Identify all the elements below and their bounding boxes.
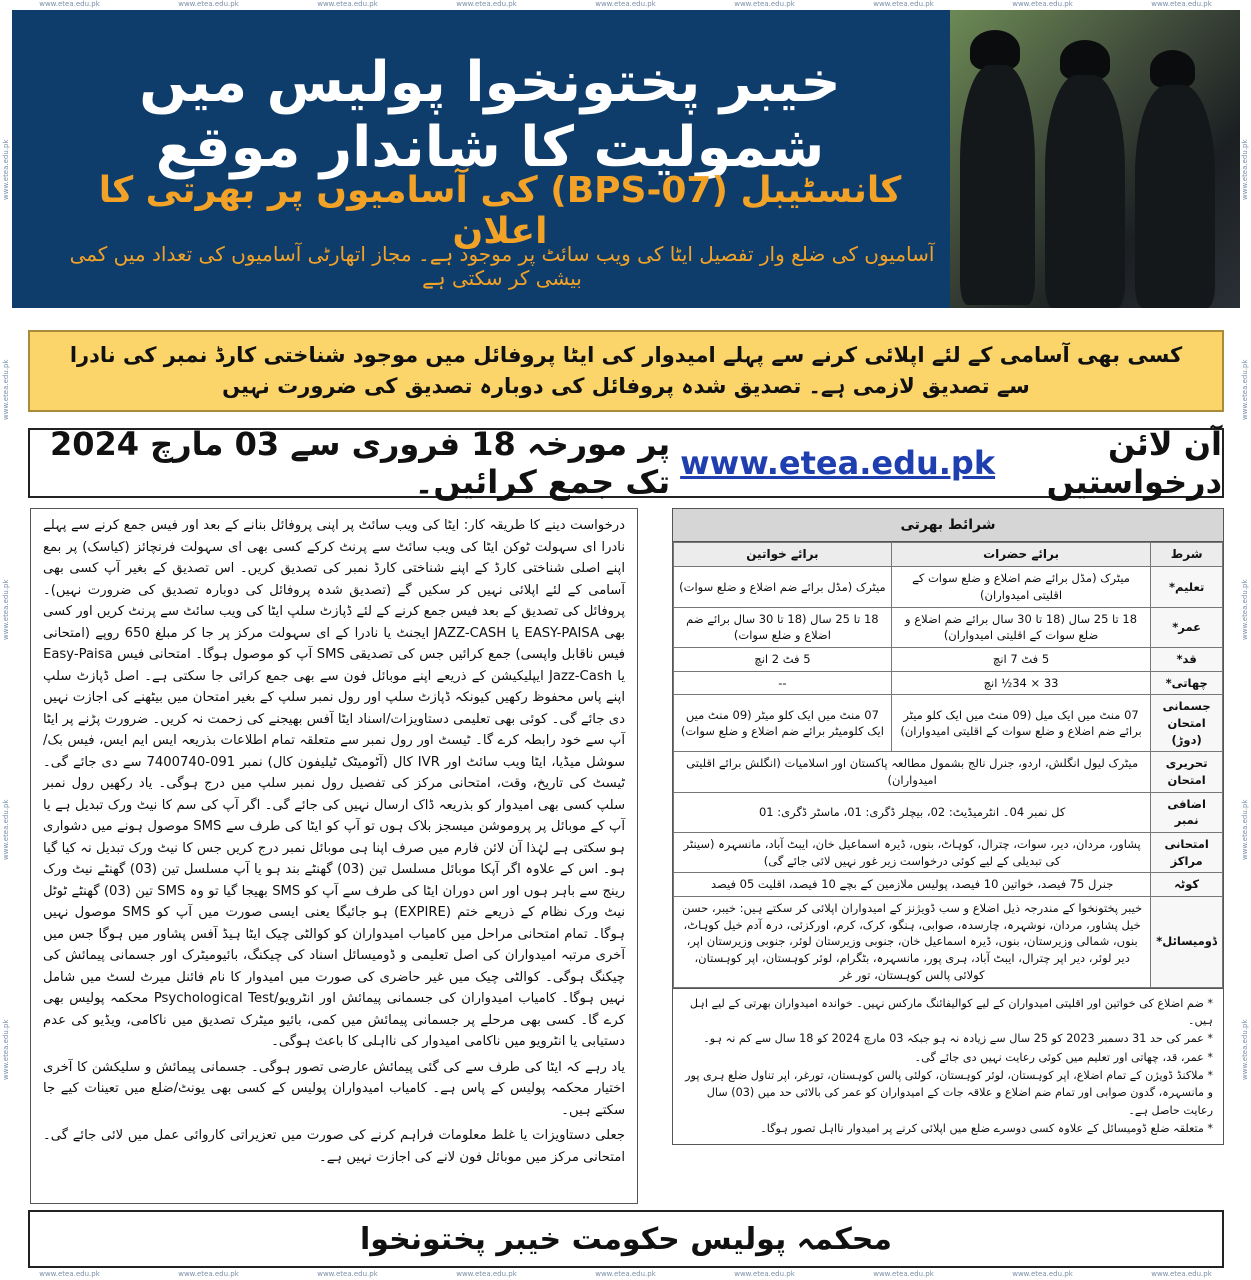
procedure-paragraph-3: جعلی دستاویزات یا غلط معلومات فراہم کرنے کی صورت میں تعزیراتی کاروائی عمل میں لائی جائے گی۔ امتحانی مرکز میں موبائل فون لانے کی اجازت نہیں ہے۔ <box>43 1128 625 1165</box>
table-row <box>674 833 1223 873</box>
note-item: * عمر، قد، چھاتی اور تعلیم میں کوئی رعایت نہیں دی جائے گی۔ <box>914 1050 1213 1064</box>
row-label: عمر* <box>1151 607 1223 647</box>
row-label: کوٹہ <box>1151 873 1223 897</box>
right-watermark-strip: www.etea.edu.pk www.etea.edu.pk www.etea.edu.pk www.etea.edu.pk www.etea.edu.pk <box>1241 139 1249 1080</box>
criteria-notes <box>673 988 1223 1145</box>
header-banner <box>12 10 1240 308</box>
row-value: کل نمبر 04۔ انٹرمیڈیٹ: 02، بیچلر ڈگری: 01، ماسٹر ڈگری: 01 <box>674 792 1151 832</box>
row-value: میٹرک لیول انگلش، اردو، جنرل نالج بشمول مطالعہ پاکستان اور اسلامیات (انگلش برائے اقلیتی امیدواران) <box>674 752 1151 792</box>
row-men: 18 تا 25 سال (18 تا 30 سال برائے ضم اضلاع و ضلع سوات کے اقلیتی امیدواران) <box>891 607 1151 647</box>
procedure-paragraph-1: درخواست دینے کا طریقہ کار: ایٹا کی ویب سائٹ پر اپنی پروفائل بنانے کے بعد اور فیس جمع کرنے سے پہلے نادرا ای سہولت ٹوکن ایٹا کی ویب سائٹ سے پرنٹ کرکے کسی بھی ای سہولت فرنچائز (کیاسک) پر بمع اپنے اصلی شناختی کارڈ کے اپنے شناختی کارڈ نمبر کی تصدیق کریں۔ اس تصدیق کے بغیر آپ کسی بھی آسامی کے لئے اپلائی نہیں کر سکیں گے (تصدیق شدہ پروفائل کی دوبارہ تصدیق کی ضرورت نہیں)۔ پروفائل کی تصدیق کے بعد فیس جمع کرنے کے لئے ڈپازٹ سلپ ایٹا کی ویب سائٹ سے پرنٹ کریں اور کسی بھی EASY-PAISA یا JAZZ-CASH ایجنٹ یا نادرا کے ای سہولت مرکز پر جا کر مبلغ 650 روپے (امتحانی فیس ناقابل واپسی) جمع کرائیں جس کی تصدیقی SMS آپ کو موصول ہوگا۔ امتحانی فیس Easy-Paisa یا Jazz-Cash ایپلیکیشن کے ذریعے اپنے موبائل فون سے بھی جمع کرائی جا سکتی ہے۔ اصل ڈپازٹ سلپ اپنے پاس محفوظ رکھیں کیونکہ ڈپازٹ سلپ اور رول نمبر سلپ کے بغیر امتحان میں بیٹھنے کی اجازت نہیں دی جائے گی۔ کوئی بھی تعلیمی دستاویزات/اسناد ایٹا آفس بھیجنے کی زحمت نہ کریں۔ ضرورت پڑنے پر ایٹا آپ سے خود رابطہ کرے گا۔ ٹیسٹ اور رول نمبر سے متعلقہ تمام اطلاعات بذریعہ ایس ایم ایس، فیس بک/سوشل میڈیا، ایٹا ویب سائٹ اور IVR کال (آٹومیٹک ٹیلیفون کال) نمبر 091-7400740 سے دی جائے گی۔ ٹیسٹ کی تاریخ، وقت، امتحانی مرکز کی تفصیل رول نمبر سلپ میں درج ہوگی۔ یاد رکھیں رول نمبر سلپ کسی بھی امیدوار کو بذریعہ ڈاک ارسال نہیں کی جائے گی۔ اگر آپ کی سم کا نیٹ ورک تبدیل ہے یا آپ کے موبائل پر پروموشن میسجز بلاک ہوں تو آپ کو ایٹا کی طرف سے SMS موصول ہونے میں دشواری ہو سکتی ہے لہٰذا آن لائن فارم میں صرف اپنا ہی موبائل نمبر درج کریں جس کا نیٹ ورک تبدیل نہ کیا گیا ہو۔ اس کے علاوہ اگر آپکا موبائل مسلسل تین (03) گھنٹے بند ہو یا آپ مسلسل تین (03) گھنٹے نیٹ ورک رینج سے باہر ہوں اور اس دوران ایٹا کی طرف سے آپ کو SMS بھیجا گیا تو وہ SMS تین (03) گھنٹے ٹوٹل نیٹ ورک نظام کے ذریعے ختم (EXPIRE) ہو جائیگا یعنی ایسی صورت میں آپ کو SMS موصول نہیں ہوگا۔ تمام امتحانی مراحل میں کامیاب امیدواران کو کوالٹی چیک ایٹا ہیڈ آفس پشاور میں ہوگا جس میں آخری مرتبہ امیدواران کی اصل تعلیمی و ڈومیسائل اسناد کی چیکنگ، بائیومیٹرک اور جسمانی پیمائش کی چیکنگ ہوگی۔ کوالٹی چیک میں غیر حاضری کی صورت میں امیدوار کا نام فائنل میرٹ لسٹ میں شامل نہیں ہوگا۔ کامیاب امیدواران کی جسمانی پیمائش اور انٹرویو/Psychological Test محکمہ پولیس بھی کرے گا۔ کسی بھی مرحلے پر جسمانی پیمائش میں کمی، بائیو میٹرک تصدیق میں ناکامی، ویڈیو کی عدم دستیابی یا انٹرویو میں ناکامی امیدوار کی نااہلی کا باعث ہوگی۔ <box>43 518 626 1050</box>
table-row <box>674 671 1223 695</box>
page-subtitle: کانسٹیبل (BPS-07) کی آسامیوں پر بھرتی کا اعلان <box>98 170 902 252</box>
police-photo <box>950 10 1240 308</box>
row-women: 07 منٹ میں ایک کلو میٹر (09 منٹ میں ایک کلومیٹر برائے ضم اضلاع و ضلع سوات) <box>674 695 892 752</box>
row-women: 5 فٹ 2 انچ <box>674 648 892 672</box>
table-row <box>674 873 1223 897</box>
application-procedure <box>30 508 638 1204</box>
note-item: * عمر کی حد 31 دسمبر 2023 کو 25 سال سے زیادہ نہ ہو جبکہ 03 مارچ 2024 کو 18 سال سے کم نہ ہو۔ <box>703 1032 1213 1046</box>
row-label: قد* <box>1151 648 1223 672</box>
table-row <box>674 752 1223 792</box>
row-label: ڈومیسائل* <box>1151 897 1223 987</box>
row-men: 07 منٹ میں ایک میل (09 منٹ میں ایک کلو میٹر برائے ضم اضلاع و ضلع سوات کے اقلیتی امیدواران) <box>891 695 1151 752</box>
row-value: خیبر پختونخوا کے مندرجہ ذیل اضلاع و سب ڈویژنز کے امیدواران اپلائی کر سکتے ہیں: خیبر، حسن خیل پشاور، مردان، نوشہرہ، چارسدہ، صوابی، ہنگو، کرک، کرم، اورکزئی، درہ آدم خیل کوہاٹ، بنوں، شمالی وزیرستان، بنوں، ڈیرہ اسماعیل خان، جنوبی وزیرستان لوئر، جنوبی وزیرستان اپر، دیر لوئر، دیر اپر چترال، ایبٹ آباد، ہری پور، مانسہرہ، بٹگرام، لوئر کوہستان، اپر کوہستان، کولائی پالس کوہستان، تور غر <box>674 897 1151 987</box>
table-row <box>674 607 1223 647</box>
row-men: 33 × 34½ انچ <box>891 671 1151 695</box>
header-condition: شرط <box>1151 543 1223 567</box>
page-title: خیبر پختونخوا پولیس میں شمولیت کا شاندار موقع <box>139 50 841 180</box>
note-item: * متعلقہ ضلع ڈومیسائل کے علاوہ کسی دوسرے ضلع میں اپلائی کرنے پر امیدوار نااہل تصور ہوگا۔ <box>760 1122 1213 1136</box>
table-row <box>674 792 1223 832</box>
footer-department: محکمہ پولیس حکومت خیبر پختونخوا <box>28 1210 1224 1268</box>
row-value: جنرل 75 فیصد، خواتین 10 فیصد، پولیس ملازمین کے بچے 10 فیصد، اقلیت 05 فیصد <box>674 873 1151 897</box>
header-men: برائے حضرات <box>891 543 1151 567</box>
online-text-before: آن لائن درخواستیں <box>1046 425 1222 501</box>
table-row <box>674 648 1223 672</box>
bottom-watermark-strip: www.etea.edu.pk www.etea.edu.pk www.etea.edu.pk www.etea.edu.pk www.etea.edu.pk www.etea.edu.pk www.etea.edu.pk www.etea.edu.pk www.etea.edu.pk <box>39 1270 1212 1278</box>
criteria-title: شرائط بھرتی <box>673 509 1223 542</box>
online-text-after: پر مورخہ 18 فروری سے 03 مارچ 2024 تک جمع کرائیں۔ <box>49 425 671 501</box>
online-application-banner <box>28 425 1224 501</box>
left-watermark-strip: www.etea.edu.pk www.etea.edu.pk www.etea.edu.pk www.etea.edu.pk www.etea.edu.pk <box>2 139 10 1080</box>
row-men: میٹرک (مڈل برائے ضم اضلاع و ضلع سوات کے اقلیتی امیدواران) <box>891 567 1151 607</box>
criteria-table <box>673 542 1223 988</box>
note-item: * ضم اضلاع کی خواتین اور اقلیتی امیدواران کے لیے کوالیفائنگ مارکس نہیں۔ خواندہ امیدواران بھرتی کے لیے اہل ہیں۔ <box>689 996 1213 1027</box>
recruitment-criteria <box>672 508 1224 1145</box>
etea-website-link[interactable]: www.etea.edu.pk <box>680 444 996 482</box>
note-item: * ملاکنڈ ڈویژن کے تمام اضلاع، اپر کوہستان، لوئر کوہستان، کولئی پالس کوہستان، تورغر، اپر تناول ضلع ہری پور و مانسہرہ، گدون صوابی اور تمام ضم اضلاع و علاقہ جات کے امیدواران کو عمر کی بالائی حد میں (03) سال رعایت حاصل ہے۔ <box>685 1068 1213 1117</box>
criteria-header-row <box>674 543 1223 567</box>
row-women: میٹرک (مڈل برائے ضم اضلاع و ضلع سوات) <box>674 567 892 607</box>
table-row <box>674 897 1223 987</box>
top-watermark-strip: www.etea.edu.pk www.etea.edu.pk www.etea.edu.pk www.etea.edu.pk www.etea.edu.pk www.etea.edu.pk www.etea.edu.pk www.etea.edu.pk www.etea.edu.pk <box>39 0 1212 8</box>
row-label: تعلیم* <box>1151 567 1223 607</box>
row-men: 5 فٹ 7 انچ <box>891 648 1151 672</box>
table-row <box>674 567 1223 607</box>
verification-notice: کسی بھی آسامی کے لئے اپلائی کرنے سے پہلے امیدوار کی ایٹا پروفائل میں موجود شناختی کارڈ نمبر کی نادرا سے تصدیق لازمی ہے۔ تصدیق شدہ پروفائل کی دوبارہ تصدیق کی ضرورت نہیں <box>28 330 1224 412</box>
row-label: جسمانی امتحان (دوڑ) <box>1151 695 1223 752</box>
row-label: چھاتی* <box>1151 671 1223 695</box>
row-value: پشاور، مردان، دیر، سوات، چترال، کوہاٹ، بنوں، ڈیرہ اسماعیل خان، ایبٹ آباد، مانسہرہ (سینٹر کی تبدیلی کے لیے کوئی درخواست زیر غور نہیں لائی جائے گی) <box>674 833 1151 873</box>
row-women: -- <box>674 671 892 695</box>
row-label: اضافی نمبر <box>1151 792 1223 832</box>
header-women: برائے خواتین <box>674 543 892 567</box>
table-row <box>674 695 1223 752</box>
row-women: 18 تا 25 سال (18 تا 30 سال برائے ضم اضلاع و ضلع سوات) <box>674 607 892 647</box>
header-note: آسامیوں کی ضلع وار تفصیل ایٹا کی ویب سائٹ پر موجود ہے۔ مجاز اتھارٹی آسامیوں کی تعداد میں کمی بیشی کر سکتی ہے <box>69 242 935 290</box>
procedure-paragraph-2: یاد رہے کہ ایٹا کی طرف سے کی گئی پیمائش عارضی تصور ہوگی۔ جسمانی پیمائش و سلیکشن کا آخری اختیار محکمہ پولیس کے پاس ہے۔ کامیاب امیدواران پولیس کے کسی بھی یونٹ/ضلع میں تعینات کیے جا سکتے ہیں۔ <box>43 1059 625 1118</box>
row-label: تحریری امتحان <box>1151 752 1223 792</box>
row-label: امتحانی مراکز <box>1151 833 1223 873</box>
